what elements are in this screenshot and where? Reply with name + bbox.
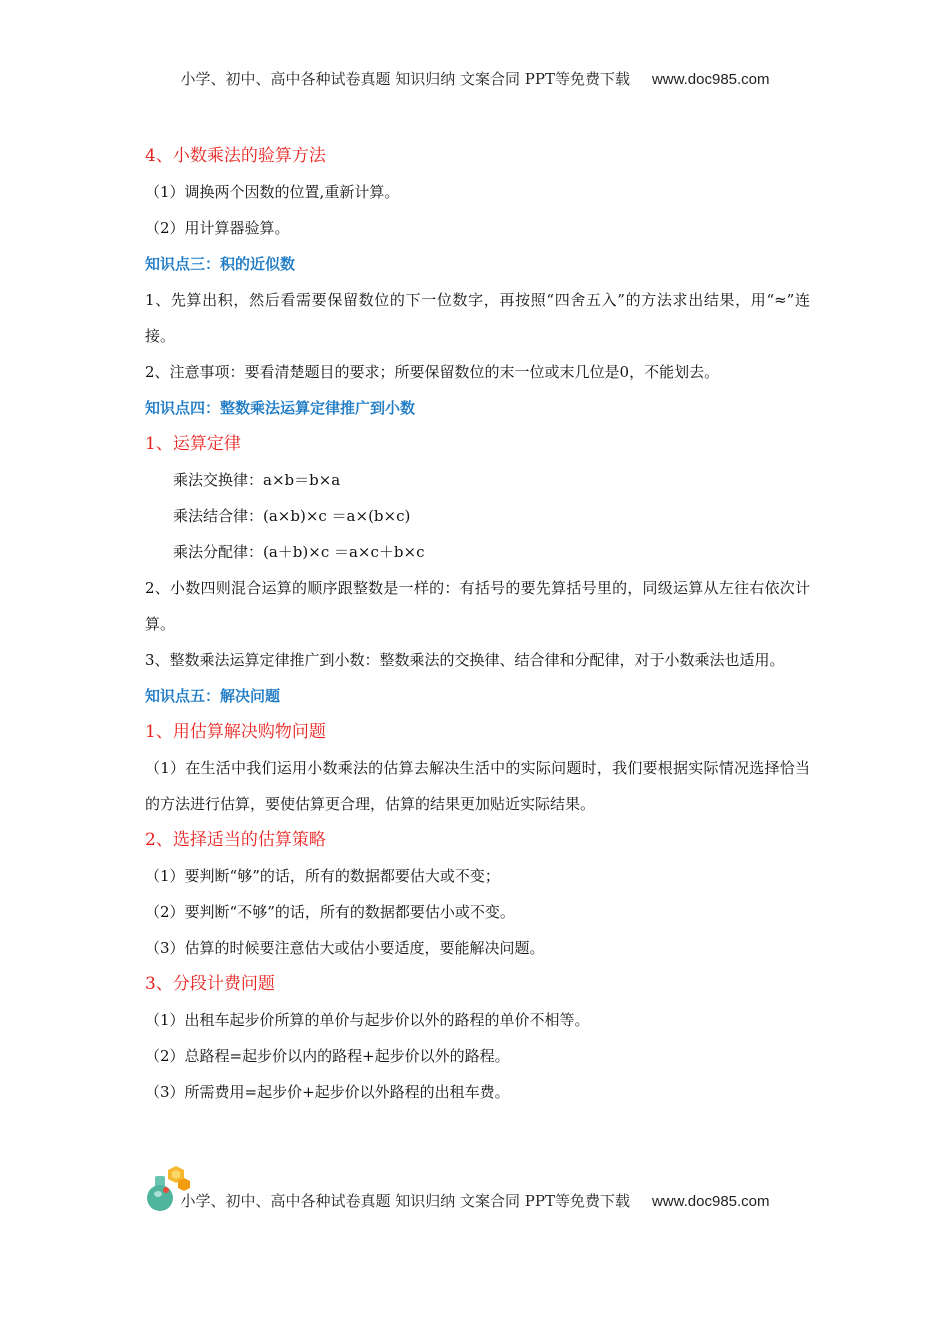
section-4-item-2: （2）用计算器验算。 bbox=[145, 219, 290, 237]
document-body bbox=[145, 138, 810, 1110]
header-url[interactable]: www.doc985.com bbox=[651, 71, 770, 88]
header-text: 小学、初中、高中各种试卷真题 知识归纳 文案合同 PPT等免费下载 bbox=[180, 70, 630, 88]
law-commutative: 乘法交换律：a×b＝b×a bbox=[173, 471, 341, 489]
kp5-subtitle-2: 2、选择适当的估算策略 bbox=[145, 830, 326, 850]
kp5-sub3-item-3: （3）所需费用=起步价+起步价以外路程的出租车费。 bbox=[145, 1083, 510, 1101]
kp5-sub1-paragraph: （1）在生活中我们运用小数乘法的估算去解决生活中的实际问题时，我们要根据实际情况选择恰当的方法进行估算，要使估算更合理，估算的结果更加贴近实际结果。 bbox=[145, 759, 810, 813]
section-4-item-1: （1）调换两个因数的位置,重新计算。 bbox=[145, 183, 400, 201]
kp5-subtitle-3: 3、分段计费问题 bbox=[145, 974, 275, 994]
page-footer bbox=[0, 1190, 950, 1211]
kp3-paragraph-1: 1、先算出积，然后看需要保留数位的下一位数字，再按照“四舍五入”的方法求出结果，用“≈”连接。 bbox=[145, 291, 810, 345]
kp5-sub3-item-2: （2）总路程=起步价以内的路程+起步价以外的路程。 bbox=[145, 1047, 510, 1065]
kp5-sub2-item-3: （3）估算的时候要注意估大或估小要适度，要能解决问题。 bbox=[145, 939, 545, 957]
kp3-paragraph-2: 2、注意事项：要看清楚题目的要求；所要保留数位的末一位或末几位是0，不能划去。 bbox=[145, 363, 720, 381]
kp5-sub2-item-1: （1）要判断“够”的话，所有的数据都要估大或不变； bbox=[145, 867, 500, 885]
law-associative: 乘法结合律：(a×b)×c ＝a×(b×c) bbox=[173, 507, 411, 525]
knowledge-point-5-title: 知识点五：解决问题 bbox=[145, 687, 281, 705]
law-distributive: 乘法分配律：(a＋b)×c ＝a×c＋b×c bbox=[173, 543, 425, 561]
kp5-sub3-item-1: （1）出租车起步价所算的单价与起步价以外的路程的单价不相等。 bbox=[145, 1011, 590, 1029]
footer-url[interactable]: www.doc985.com bbox=[651, 1193, 770, 1210]
kp5-subtitle-1: 1、用估算解决购物问题 bbox=[145, 722, 326, 742]
kp5-sub2-item-2: （2）要判断“不够”的话，所有的数据都要估小或不变。 bbox=[145, 903, 515, 921]
kp4-paragraph-3: 3、整数乘法运算定律推广到小数：整数乘法的交换律、结合律和分配律，对于小数乘法也适用。 bbox=[145, 651, 785, 669]
kp4-subtitle-1: 1、运算定律 bbox=[145, 434, 241, 454]
kp4-paragraph-2: 2、小数四则混合运算的顺序跟整数是一样的：有括号的要先算括号里的，同级运算从左往右依次计算。 bbox=[145, 579, 810, 633]
section-4-title: 4、小数乘法的验算方法 bbox=[145, 146, 326, 166]
footer-text: 小学、初中、高中各种试卷真题 知识归纳 文案合同 PPT等免费下载 bbox=[180, 1192, 630, 1210]
page-header bbox=[0, 68, 950, 89]
knowledge-point-4-title: 知识点四：整数乘法运算定律推广到小数 bbox=[145, 399, 416, 417]
knowledge-point-3-title: 知识点三：积的近似数 bbox=[145, 255, 296, 273]
